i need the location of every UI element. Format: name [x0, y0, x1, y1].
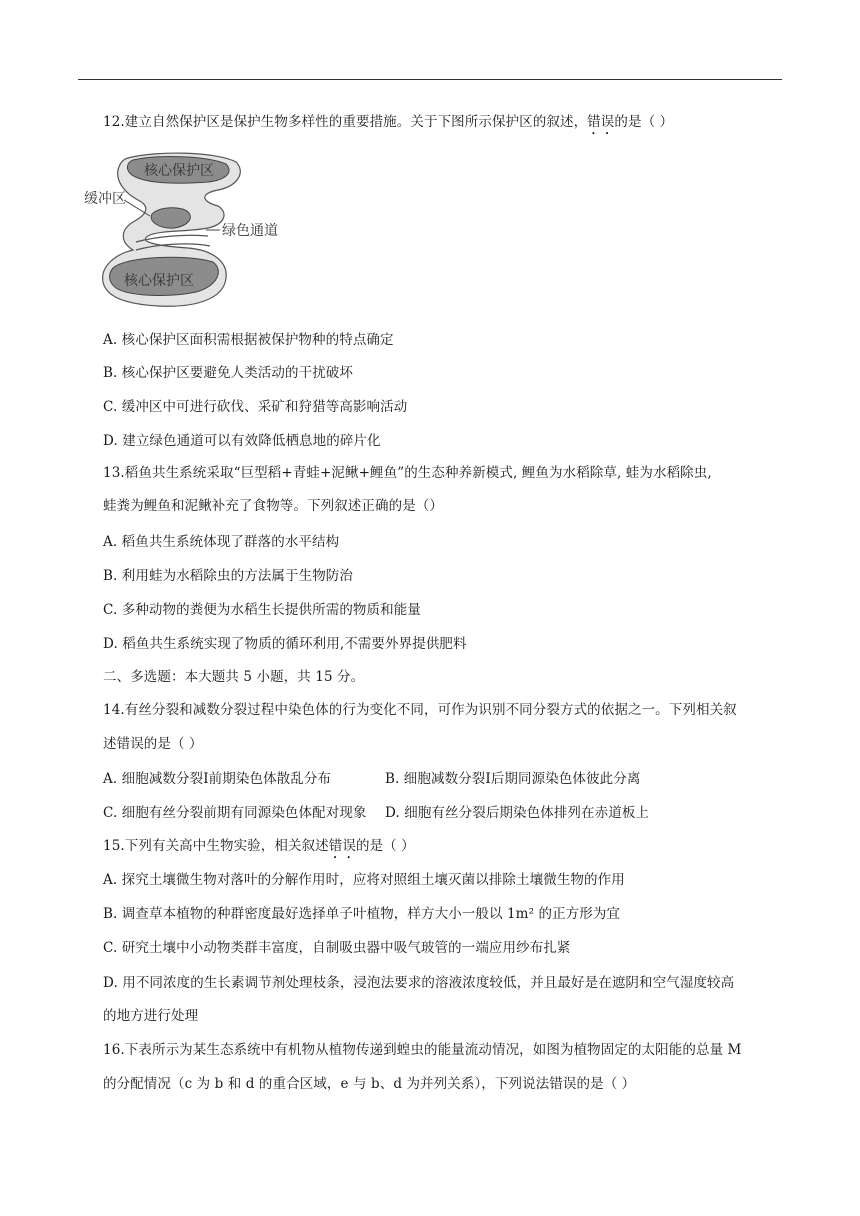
q13-option-b: B. 利用蛙为水稻除虫的方法属于生物防治	[103, 568, 354, 584]
q13-option-d: D. 稻鱼共生系统实现了物质的循环利用,不需要外界提供肥料	[103, 636, 467, 652]
q15-option-a: A. 探究土壤微生物对落叶的分解作用时，应将对照组土壤灭菌以排除土壤微生物的作用	[103, 872, 625, 888]
q12-option-c: C. 缓冲区中可进行砍伐、采矿和狩猎等高影响活动	[103, 399, 408, 415]
q16-stem-line2: 的分配情况（c 为 b 和 d 的重合区域，e 与 b、d 为并列关系），下列说法错误的是（ ）	[103, 1076, 636, 1092]
q15-stem: 15.下列有关高中生物实验，相关叙述错误的是（ ）	[103, 838, 415, 854]
q14-stem-line2: 述错误的是（ ）	[103, 736, 203, 752]
q13-option-a: A. 稻鱼共生系统体现了群落的水平结构	[103, 534, 340, 550]
q12-option-b: B. 核心保护区要避免人类活动的干扰破坏	[103, 365, 354, 381]
q14-option-c: C. 细胞有丝分裂前期有同源染色体配对现象	[103, 805, 367, 821]
q14-option-d: D. 细胞有丝分裂后期染色体排列在赤道板上	[385, 805, 650, 821]
label-core-bottom: 核心保护区	[124, 273, 194, 289]
q15-option-c: C. 研究土壤中小动物类群丰富度，自制吸虫器中吸气玻管的一端应用纱布扎紧	[103, 940, 571, 956]
q15-option-b: B. 调查草本植物的种群密度最好选择单子叶植物，样方大小一般以 1m² 的正方形为宜	[103, 906, 621, 922]
label-core-top: 核心保护区	[144, 163, 214, 179]
q12-option-d: D. 建立绿色通道可以有效降低栖息地的碎片化	[103, 433, 381, 449]
core-zone-middle-shape	[151, 208, 190, 228]
q14-option-a: A. 细胞减数分裂Ⅰ前期染色体散乱分布	[103, 771, 332, 787]
q13-option-c: C. 多种动物的粪便为水稻生长提供所需的物质和能量	[103, 602, 421, 618]
reserve-diagram	[78, 150, 298, 310]
label-green-channel: 绿色通道	[222, 223, 278, 239]
q15-option-d: D. 用不同浓度的生长素调节剂处理枝条，浸泡法要求的溶液浓度较低，并且最好是在遮阴和空气湿度较高	[103, 975, 735, 991]
q16-stem-line1: 16.下表所示为某生态系统中有机物从植物传递到蝗虫的能量流动情况，如图为植物固定的太阳能的总量 M	[103, 1042, 742, 1058]
label-buffer: 缓冲区	[84, 191, 126, 207]
q12-option-a: A. 核心保护区面积需根据被保护物种的特点确定	[103, 332, 394, 348]
q13-stem-line1: 13.稻鱼共生系统采取“巨型稻+青蛙+泥鳅+鲤鱼”的生态种养新模式, 鲤鱼为水稻除草, 蛙为水稻除虫,	[103, 465, 712, 481]
q13-stem-line2: 蛙粪为鲤鱼和泥鳅补充了食物等。下列叙述正确的是（）	[103, 498, 443, 514]
q15-option-d-continuation: 的地方进行处理	[103, 1008, 199, 1024]
q14-option-b: B. 细胞减数分裂Ⅰ后期同源染色体彼此分离	[385, 771, 641, 787]
q14-stem-line1: 14.有丝分裂和减数分裂过程中染色体的行为变化不同，可作为识别不同分裂方式的依据之一。下列相关叙	[103, 702, 737, 718]
header-rule	[78, 79, 782, 80]
section-heading-multi-choice: 二、多选题：本大题共 5 小题，共 15 分。	[103, 669, 365, 685]
q12-stem: 12.建立自然保护区是保护生物多样性的重要措施。关于下图所示保护区的叙述，错误的是（ ）	[103, 114, 674, 130]
